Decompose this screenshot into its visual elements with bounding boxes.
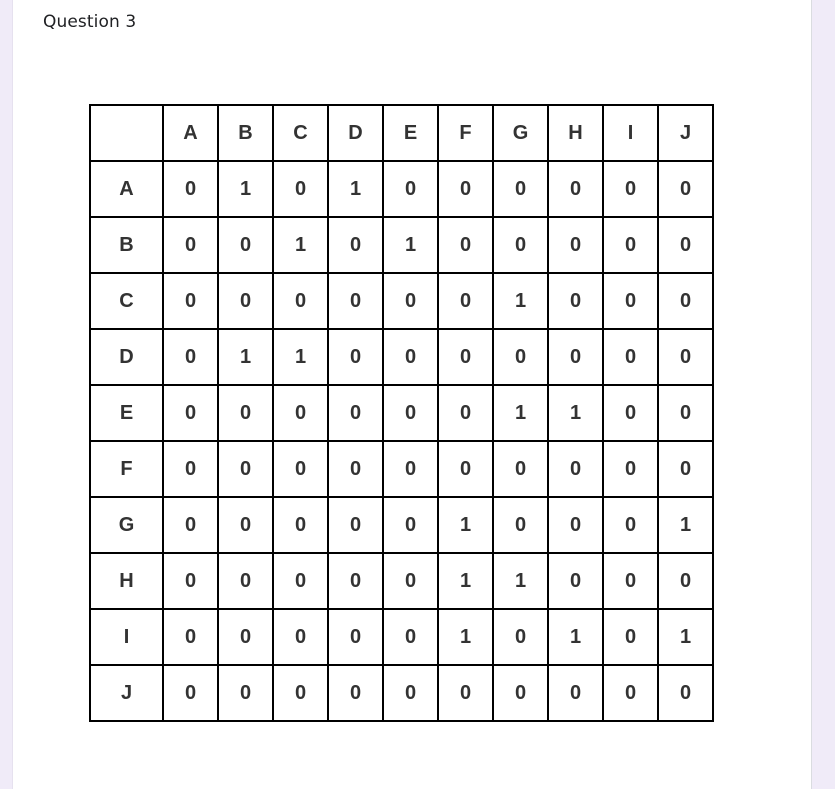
column-header: B	[218, 105, 273, 161]
matrix-cell: 1	[218, 329, 273, 385]
matrix-cell: 0	[383, 441, 438, 497]
matrix-cell: 0	[163, 161, 218, 217]
table-row	[90, 273, 713, 329]
matrix-cell: 0	[548, 273, 603, 329]
matrix-cell: 1	[273, 329, 328, 385]
matrix-cell: 0	[328, 217, 383, 273]
matrix-cell: 1	[548, 385, 603, 441]
table-row	[90, 609, 713, 665]
row-header: F	[90, 441, 163, 497]
matrix-cell: 0	[603, 441, 658, 497]
row-header: G	[90, 497, 163, 553]
matrix-cell: 0	[493, 441, 548, 497]
matrix-cell: 0	[328, 553, 383, 609]
matrix-cell: 0	[273, 161, 328, 217]
matrix-cell: 1	[658, 609, 713, 665]
column-header: F	[438, 105, 493, 161]
matrix-cell: 0	[218, 441, 273, 497]
matrix-cell: 0	[548, 553, 603, 609]
matrix-cell: 1	[218, 161, 273, 217]
matrix-cell: 0	[658, 385, 713, 441]
matrix-cell: 0	[603, 217, 658, 273]
row-header: H	[90, 553, 163, 609]
column-header: G	[493, 105, 548, 161]
matrix-cell: 0	[438, 441, 493, 497]
matrix-cell: 0	[273, 273, 328, 329]
column-header: H	[548, 105, 603, 161]
adjacency-matrix-table	[89, 104, 714, 722]
column-header: A	[163, 105, 218, 161]
matrix-cell: 0	[163, 553, 218, 609]
matrix-cell: 0	[658, 665, 713, 721]
matrix-cell: 0	[658, 441, 713, 497]
matrix-cell: 0	[273, 609, 328, 665]
matrix-cell: 0	[218, 385, 273, 441]
matrix-cell: 0	[548, 441, 603, 497]
matrix-cell: 0	[328, 441, 383, 497]
matrix-cell: 0	[328, 385, 383, 441]
matrix-cell: 0	[218, 273, 273, 329]
matrix-cell: 1	[493, 273, 548, 329]
row-header: A	[90, 161, 163, 217]
matrix-cell: 0	[658, 553, 713, 609]
matrix-cell: 0	[603, 609, 658, 665]
matrix-cell: 0	[383, 553, 438, 609]
table-row	[90, 497, 713, 553]
matrix-cell: 0	[383, 329, 438, 385]
matrix-cell: 1	[493, 385, 548, 441]
matrix-cell: 0	[438, 665, 493, 721]
matrix-cell: 0	[383, 665, 438, 721]
matrix-cell: 0	[163, 665, 218, 721]
matrix-cell: 0	[218, 665, 273, 721]
matrix-cell: 0	[383, 161, 438, 217]
matrix-cell: 0	[493, 161, 548, 217]
matrix-cell: 0	[603, 385, 658, 441]
column-header: C	[273, 105, 328, 161]
matrix-cell: 0	[273, 385, 328, 441]
matrix-cell: 0	[328, 665, 383, 721]
matrix-cell: 0	[163, 609, 218, 665]
matrix-cell: 0	[603, 329, 658, 385]
matrix-cell: 0	[163, 217, 218, 273]
matrix-cell: 0	[493, 497, 548, 553]
matrix-cell: 1	[438, 497, 493, 553]
matrix-cell: 1	[493, 553, 548, 609]
matrix-cell: 1	[438, 609, 493, 665]
matrix-cell: 0	[163, 273, 218, 329]
matrix-cell: 0	[273, 553, 328, 609]
column-header: I	[603, 105, 658, 161]
matrix-cell: 0	[273, 441, 328, 497]
matrix-cell: 0	[163, 441, 218, 497]
table-row	[90, 385, 713, 441]
matrix-cell: 0	[328, 273, 383, 329]
header-row	[90, 105, 713, 161]
row-header: I	[90, 609, 163, 665]
matrix-cell: 0	[493, 329, 548, 385]
matrix-cell: 0	[658, 161, 713, 217]
row-header: D	[90, 329, 163, 385]
matrix-cell: 0	[328, 329, 383, 385]
row-header: B	[90, 217, 163, 273]
matrix-cell: 0	[548, 665, 603, 721]
matrix-cell: 0	[548, 329, 603, 385]
matrix-cell: 0	[218, 553, 273, 609]
table-row	[90, 553, 713, 609]
matrix-cell: 1	[383, 217, 438, 273]
matrix-cell: 0	[163, 497, 218, 553]
matrix-cell: 0	[438, 217, 493, 273]
matrix-cell: 0	[383, 497, 438, 553]
column-header: E	[383, 105, 438, 161]
matrix-cell: 0	[603, 553, 658, 609]
matrix-cell: 0	[493, 217, 548, 273]
matrix-cell: 0	[383, 609, 438, 665]
matrix-cell: 0	[438, 273, 493, 329]
matrix-cell: 0	[438, 329, 493, 385]
column-header: J	[658, 105, 713, 161]
matrix-cell: 0	[218, 609, 273, 665]
matrix-cell: 0	[548, 161, 603, 217]
matrix-cell: 0	[383, 273, 438, 329]
matrix-cell: 0	[658, 329, 713, 385]
question-card	[12, 0, 812, 789]
matrix-cell: 0	[603, 161, 658, 217]
matrix-cell: 0	[328, 609, 383, 665]
matrix-cell: 0	[493, 665, 548, 721]
matrix-cell: 0	[548, 217, 603, 273]
column-header: D	[328, 105, 383, 161]
matrix-cell: 0	[218, 497, 273, 553]
matrix-cell: 0	[328, 497, 383, 553]
table-row	[90, 329, 713, 385]
table-row	[90, 161, 713, 217]
matrix-cell: 0	[218, 217, 273, 273]
question-title: Question 3	[43, 12, 137, 32]
matrix-cell: 0	[658, 217, 713, 273]
matrix-cell: 0	[438, 161, 493, 217]
table-row	[90, 441, 713, 497]
matrix-cell: 0	[548, 497, 603, 553]
corner-cell	[90, 105, 163, 161]
table-row	[90, 217, 713, 273]
row-header: J	[90, 665, 163, 721]
matrix-cell: 0	[438, 385, 493, 441]
matrix-cell: 0	[658, 273, 713, 329]
matrix-cell: 0	[603, 497, 658, 553]
matrix-cell: 1	[328, 161, 383, 217]
matrix-cell: 0	[383, 385, 438, 441]
matrix-cell: 0	[163, 329, 218, 385]
matrix-cell: 0	[273, 497, 328, 553]
matrix-cell: 0	[163, 385, 218, 441]
matrix-cell: 1	[658, 497, 713, 553]
table-row	[90, 665, 713, 721]
matrix-cell: 0	[603, 273, 658, 329]
matrix-cell: 1	[438, 553, 493, 609]
matrix-cell: 0	[273, 665, 328, 721]
matrix-cell: 1	[548, 609, 603, 665]
row-header: C	[90, 273, 163, 329]
matrix-cell: 1	[273, 217, 328, 273]
matrix-cell: 0	[603, 665, 658, 721]
row-header: E	[90, 385, 163, 441]
matrix-cell: 0	[493, 609, 548, 665]
